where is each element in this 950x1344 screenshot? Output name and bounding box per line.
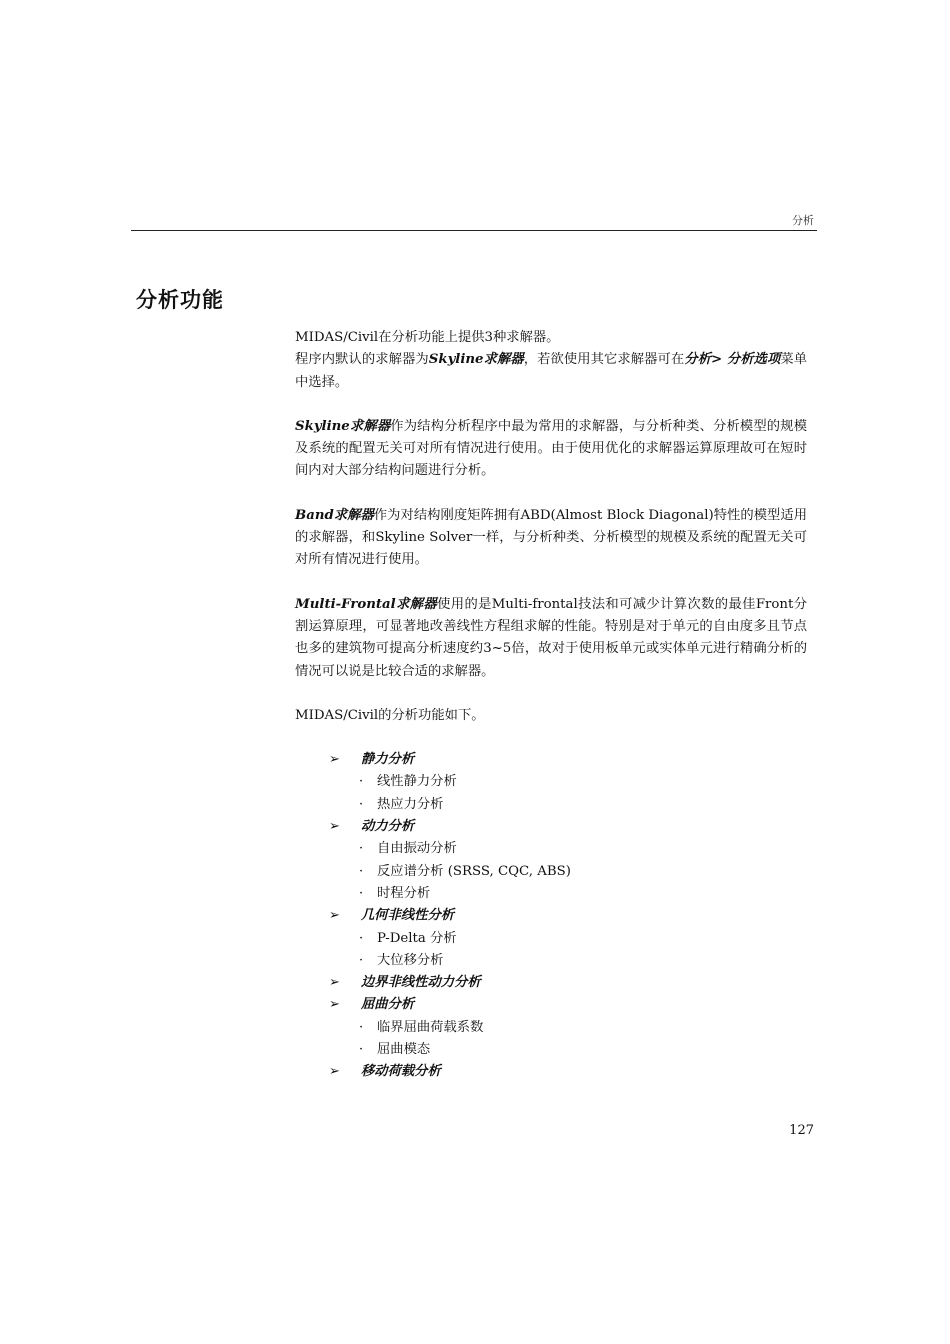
list-subitem: · 大位移分析 xyxy=(359,952,444,968)
paragraph-band: Band求解器作为对结构刚度矩阵拥有ABD(Almost Block Diagonal)特性的模型适用的求解器，和Skyline Solver一样，与分析种类、分析模型的规模及系统的配置无关可对所有情况进行使用。 xyxy=(295,507,807,568)
list-item: ➢ 静力分析 xyxy=(329,749,807,771)
paragraph-multifrontal: Multi-Frontal求解器使用的是Multi-frontal技法和可减少计算次数的最佳Front分割运算原理，可显著地改善线性方程组求解的性能。特别是对于单元的自由度多且节点也多的建筑物可提高分析速度约3~5倍，故对于使用板单元或实体单元进行精确分析的情况可以说是比较合适的求解器。 xyxy=(295,596,807,679)
list-item: ➢ 动力分析 xyxy=(329,816,807,838)
arrow-bullet-icon: ➢ xyxy=(329,752,340,768)
list-subitem: · 线性静力分析 xyxy=(359,774,457,790)
paragraph-intro: MIDAS/Civil在分析功能上提供3种求解器。 xyxy=(295,330,560,345)
arrow-bullet-icon: ➢ xyxy=(329,1064,340,1080)
list-subitem: · 屈曲模态 xyxy=(359,1042,431,1058)
list-subitem: · 热应力分析 xyxy=(359,796,444,812)
list-subitem: · 时程分析 xyxy=(359,885,431,901)
arrow-bullet-icon: ➢ xyxy=(329,997,340,1013)
page-number: 127 xyxy=(789,1123,814,1138)
list-subitem: · 反应谱分析 (SRSS, CQC, ABS) xyxy=(359,863,571,879)
running-header: 分析 xyxy=(792,214,814,227)
list-item: ➢ 移动荷载分析 xyxy=(329,1061,807,1083)
menu-path: 分析> 分析选项 xyxy=(684,352,781,368)
list-item: ➢ 边界非线性动力分析 xyxy=(329,972,807,994)
section-title: 分析功能 xyxy=(136,288,224,312)
arrow-bullet-icon: ➢ xyxy=(329,908,340,924)
paragraph-default-solver: 程序内默认的求解器为Skyline求解器，若欲使用其它求解器可在分析> 分析选项菜单中选择。 xyxy=(295,352,808,390)
skyline-term: Skyline求解器 xyxy=(428,352,524,368)
arrow-bullet-icon: ➢ xyxy=(329,975,340,991)
list-subitem: · P-Delta 分析 xyxy=(359,930,457,946)
arrow-bullet-icon: ➢ xyxy=(329,819,340,835)
paragraph-functions: MIDAS/Civil的分析功能如下。 xyxy=(295,707,485,723)
paragraph-skyline: Skyline求解器作为结构分析程序中最为常用的求解器，与分析种类、分析模型的规模及系统的配置无关可对所有情况进行使用。由于使用优化的求解器运算原理故可在短时间内对大部分结构问题进行分析。 xyxy=(295,418,807,479)
analysis-function-list xyxy=(329,749,807,1083)
header-rule xyxy=(131,230,817,231)
list-item: ➢ 屈曲分析 xyxy=(329,994,807,1016)
list-subitem: · 自由振动分析 xyxy=(359,841,457,857)
body-text xyxy=(295,327,807,1084)
list-item: ➢ 几何非线性分析 xyxy=(329,905,807,927)
list-subitem: · 临界屈曲荷载系数 xyxy=(359,1019,484,1035)
